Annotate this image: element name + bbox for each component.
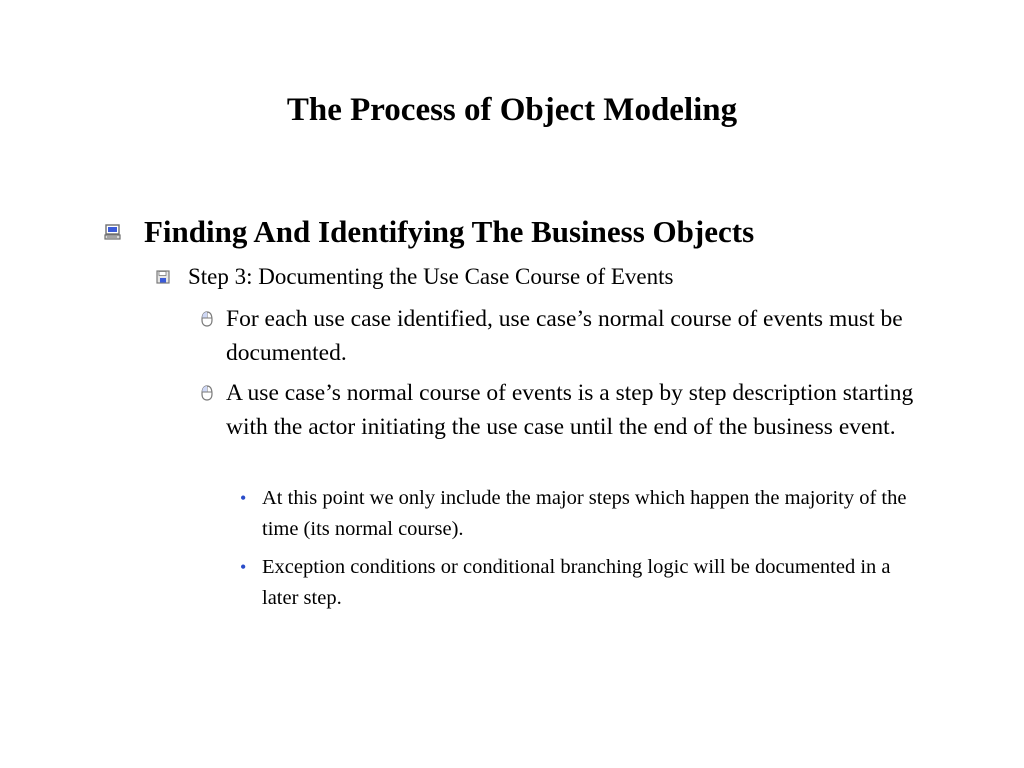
point-text: A use case’s normal course of events is a step by step description starting with the actor initiating the use case until the end of the business event. [226, 380, 914, 440]
bullet-level-4 [238, 552, 928, 614]
bullet-level-2 [156, 261, 976, 293]
floppy-disk-icon [156, 261, 188, 293]
slide-title: The Process of Object Modeling [286, 92, 738, 128]
subpoint-text: At this point we only include the major steps which happen the majority of the time (its normal course). [262, 487, 907, 540]
mouse-icon [200, 302, 226, 336]
subpoint-text: Exception conditions or conditional branching logic will be documented in a later step. [262, 556, 891, 609]
heading-text: Finding And Identifying The Business Objects [144, 214, 755, 249]
bullet-level-3 [200, 302, 960, 370]
bullet-level-3 [200, 376, 960, 444]
mouse-icon [200, 376, 226, 410]
bullet-level-4 [238, 483, 928, 545]
point-text: For each use case identified, use case’s normal course of events must be documented. [226, 306, 903, 366]
bullet-dot-icon: • [240, 488, 247, 508]
bullet-level-1 [104, 212, 984, 252]
bullet-dot-icon: • [240, 557, 247, 577]
step-text: Step 3: Documenting the Use Case Course of Events [188, 264, 674, 289]
computer-icon [104, 212, 144, 252]
